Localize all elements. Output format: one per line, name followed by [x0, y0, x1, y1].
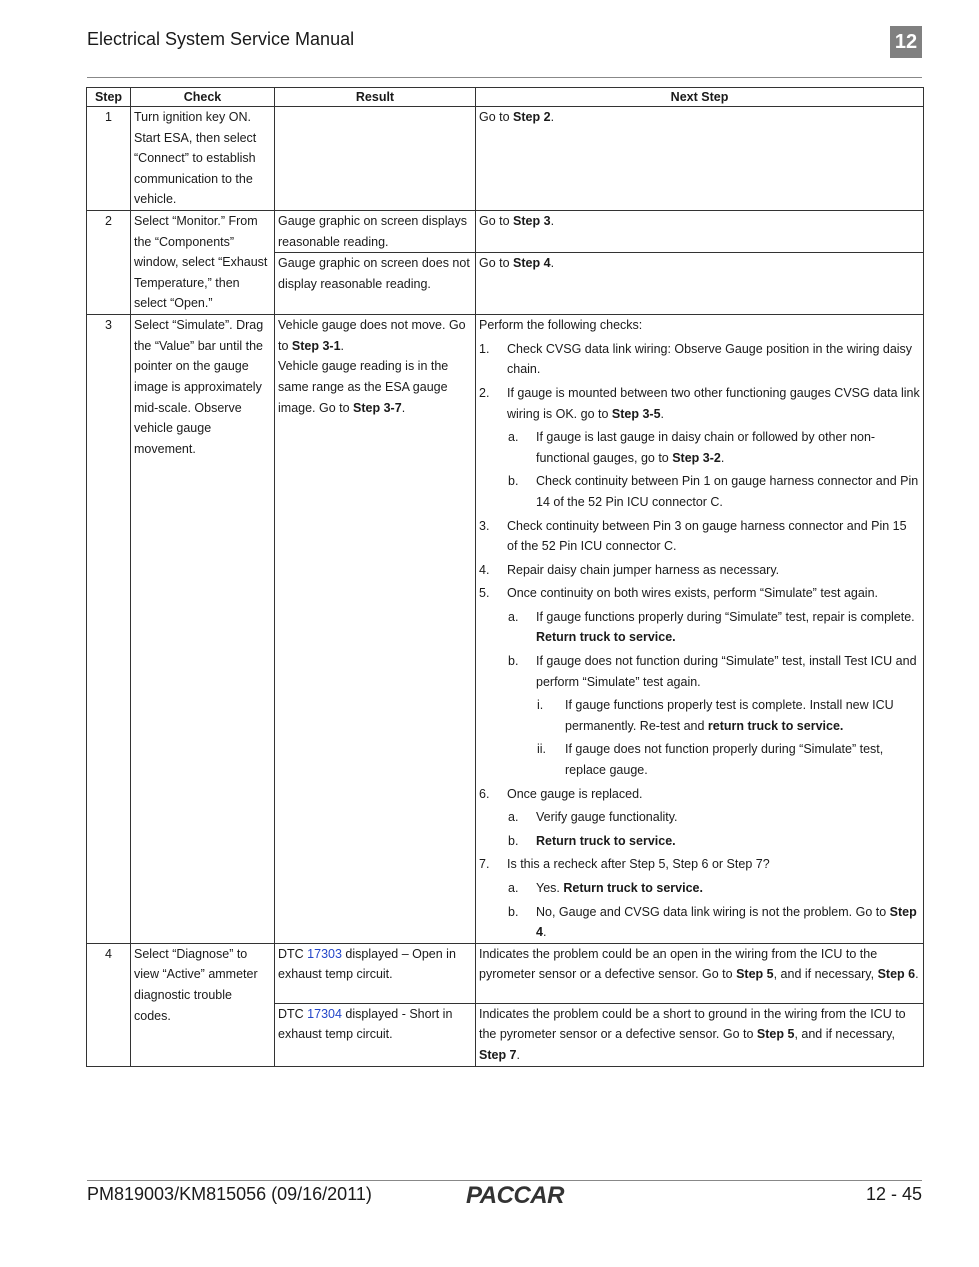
- list-item: 3. Check continuity between Pin 3 on gauge harness connector and Pin 15 of the 52 Pin ICU connector C.: [479, 518, 907, 554]
- list-item: b. If gauge does not function during “Simulate” test, install Test ICU and perform “Simulate” test again.: [508, 654, 917, 689]
- step-reference: Step 4: [513, 256, 551, 271]
- result-cell: Gauge graphic on screen does not display reasonable reading.: [275, 253, 476, 315]
- list-item: 4. Repair daisy chain jumper harness as necessary.: [479, 562, 780, 577]
- checks-intro: Perform the following checks:: [479, 318, 643, 333]
- list-item: a. Yes. Return truck to service.: [508, 881, 703, 895]
- next-step-cell: Go to Step 2.: [476, 107, 924, 211]
- next-step-cell: Go to Step 3.: [476, 210, 924, 252]
- result-line: Vehicle gauge does not move. Go to Step 3-1.: [278, 318, 466, 353]
- list-item: b. Return truck to service.: [508, 833, 676, 848]
- next-step-cell: Indicates the problem could be a short to ground in the wiring from the ICU to the pyrometer sensor or a defective sensor. Go to Step 5, and if necessary, Step 7.: [476, 1003, 924, 1066]
- column-header-next-step: Next Step: [476, 88, 924, 107]
- list-item: 1. Check CVSG data link wiring: Observe Gauge position in the wiring daisy chain.: [479, 341, 913, 377]
- list-item: a. If gauge functions properly during “Simulate” test, repair is complete. Return truck to service.: [508, 609, 915, 645]
- next-step-cell: [476, 315, 924, 944]
- step-reference: Step 2: [513, 110, 551, 124]
- list-item: 2. If gauge is mounted between two other functioning gauges CVSG data link wiring is OK. go to Step 3-5.: [479, 385, 920, 421]
- table-header-row: [87, 88, 924, 107]
- result-cell: [275, 315, 476, 944]
- diagnostic-steps-table: [86, 87, 924, 1067]
- header-divider: [87, 77, 922, 78]
- column-header-check: Check: [131, 88, 275, 107]
- list-item: a. If gauge is last gauge in daisy chain or followed by other non-functional gauges, go to Step 3-2.: [508, 430, 876, 465]
- result-cell: DTC 17304 displayed - Short in exhaust temp circuit.: [275, 1003, 476, 1066]
- list-item: a. Verify gauge functionality.: [508, 810, 678, 825]
- list-item: ii. If gauge does not function properly during “Simulate” test, replace gauge.: [537, 742, 884, 778]
- next-step-cell: Go to Step 4.: [476, 253, 924, 315]
- step-number: 4: [87, 943, 131, 1066]
- result-line: Vehicle gauge reading is in the same range as the ESA gauge image. Go to Step 3-7.: [278, 359, 449, 415]
- paccar-logo: [462, 1180, 568, 1208]
- check-cell: Select “Simulate”. Drag the “Value” bar until the pointer on the gauge image is approximately mid-scale. Observe vehicle gauge movement.: [131, 315, 275, 944]
- step-number: 1: [87, 107, 131, 211]
- result-cell: DTC 17303 displayed – Open in exhaust temp circuit.: [275, 943, 476, 1003]
- check-cell: Select “Diagnose” to view “Active” ammeter diagnostic trouble codes.: [131, 943, 275, 1066]
- table-row: [87, 107, 924, 211]
- check-cell: Select “Monitor.” From the “Components” window, select “Exhaust Temperature,” then select “Open.”: [131, 210, 275, 314]
- list-item: 6. Once gauge is replaced.: [479, 786, 643, 801]
- result-cell: [275, 107, 476, 211]
- svg-text:PACCAR: PACCAR: [466, 1182, 564, 1208]
- list-item: 5. Once continuity on both wires exists, perform “Simulate” test again.: [479, 586, 878, 601]
- page-number: 12 - 45: [865, 1184, 922, 1204]
- footer-document-id: PM819003/KM815056 (09/16/2011): [87, 1184, 372, 1204]
- result-cell: Gauge graphic on screen displays reasonable reading.: [275, 210, 476, 252]
- table-row: [87, 315, 924, 944]
- column-header-step: Step: [87, 88, 131, 107]
- list-item: b. No, Gauge and CVSG data link wiring is not the problem. Go to Step 4.: [508, 904, 917, 940]
- list-item: 7. Is this a recheck after Step 5, Step 6 or Step 7?: [479, 857, 770, 872]
- dtc-link[interactable]: 17303: [307, 946, 342, 961]
- dtc-link[interactable]: 17304: [307, 1006, 342, 1021]
- chapter-badge: 12: [890, 26, 922, 58]
- step-number: 3: [87, 315, 131, 944]
- list-item: b. Check continuity between Pin 1 on gauge harness connector and Pin 14 of the 52 Pin ICU connector C.: [508, 474, 919, 509]
- table-row: [87, 210, 924, 252]
- list-item: i. If gauge functions properly test is complete. Install new ICU permanently. Re-test and return truck to service.: [537, 698, 894, 733]
- step-reference: Step 3: [513, 213, 551, 228]
- step-number: 2: [87, 210, 131, 314]
- table-row: [87, 943, 924, 1003]
- page-header-title: Electrical System Service Manual: [87, 29, 355, 49]
- column-header-result: Result: [275, 88, 476, 107]
- next-step-cell: Indicates the problem could be an open in the wiring from the ICU to the pyrometer sensor or a defective sensor. Go to Step 5, and if necessary, Step 6.: [476, 943, 924, 1003]
- check-cell: Turn ignition key ON. Start ESA, then select “Connect” to establish communication to the vehicle.: [131, 107, 275, 211]
